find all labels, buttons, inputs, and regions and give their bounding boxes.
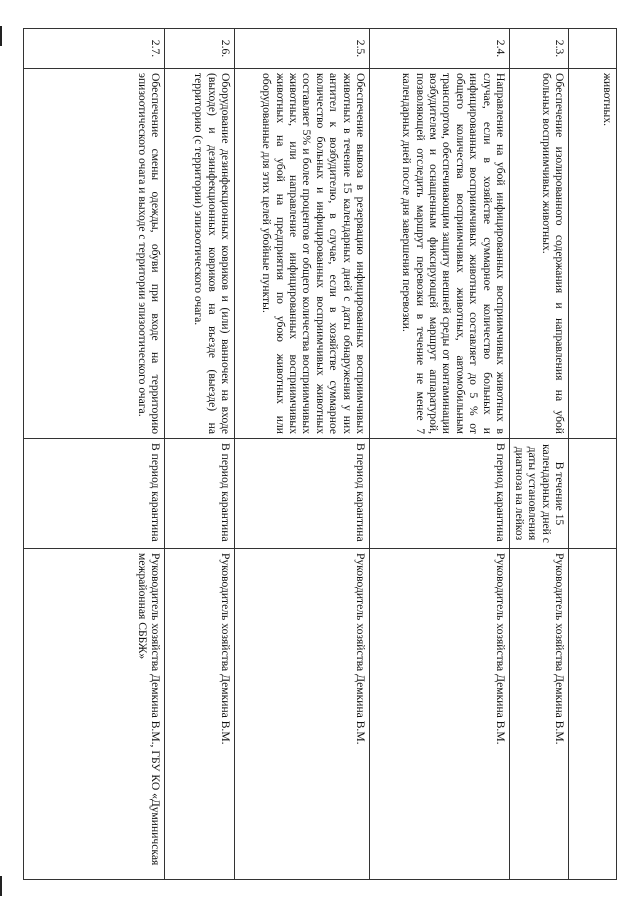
table-row	[510, 29, 569, 880]
responsible-text	[569, 549, 617, 880]
measure-text: Обеспечение смены одежды, обуви при входе на территорию эпизоотического очага и выходе с территории эпизоотического очага.	[24, 69, 165, 439]
measure-continuation: животных.	[601, 73, 614, 127]
table-row	[569, 29, 617, 880]
row-number: 2.5.	[235, 29, 370, 69]
measure-text	[569, 69, 617, 439]
table-row	[165, 29, 235, 880]
term-text: В период карантина	[24, 439, 165, 549]
row-number: 2.3.	[510, 29, 569, 69]
measure-text: Обеспечение изолированного содержания и направления на убой больных восприимчивых животных.	[510, 69, 569, 439]
term-text: В период карантина	[235, 439, 370, 549]
term-text: В течение 15 календарных дней с даты установления диагноза на лейкоз	[510, 439, 569, 549]
row-number: 2.4.	[370, 29, 510, 69]
table-row	[370, 29, 510, 880]
term-text	[569, 439, 617, 549]
term-text: В период карантина	[370, 439, 510, 549]
measure-text: Направление на убой инфицированных восприимчивых животных в случае, если в хозяйстве суммарное количество больных и инфицированных восприимчивых животных составляет до 5 % от общего количества восприимчивых животных, автомобильным транспортом, обеспечивающим защиту внешней среды от контаминации возбудителем и оснащенным фиксирующей маршрут аппаратурой, позволяющей отследить маршрут перевозки в течение не менее 7 календарных дней после дня завершения перевозки.	[370, 69, 510, 439]
measure-text: Оборудование дезинфекционных ковриков и (или) ванночек на входе (выходе) и дезинфекционных ковриков на въезде (выезде) на территорию (с территории) эпизоотического очага.	[165, 69, 235, 439]
table-row	[235, 29, 370, 880]
measure-text: Обеспечение вывоза в резервацию инфицированных восприимчивых животных в течение 15 календарных дней с даты обнаружения у них антител к возбудителю, в случае, если в хозяйстве суммарное количество больных и инфицированных восприимчивых животных составляет 5% и более процентов от общего количества восприимчивых животных, или направление инфицированных восприимчивых животных на убой на предприятия по убою животных или оборудованные для этих целей убойные пункты.	[235, 69, 370, 439]
table-row	[24, 29, 165, 880]
responsible-text: Руководитель хозяйства Демкина В.М.	[165, 549, 235, 880]
responsible-text: Руководитель хозяйства Демкина В.М.	[510, 549, 569, 880]
term-text: В период карантина	[165, 439, 235, 549]
measures-table	[23, 28, 617, 880]
responsible-text: Руководитель хозяйства Демкина В.М.	[235, 549, 370, 880]
row-number: 2.6.	[165, 29, 235, 69]
row-number	[569, 29, 617, 69]
responsible-text: Руководитель хозяйства Демкина В.М.	[370, 549, 510, 880]
responsible-text: Руководитель хозяйства Демкина В.М., ГБУ КО «Думиничская межрайонная СББЖ»	[24, 549, 165, 880]
row-number: 2.7.	[24, 29, 165, 69]
